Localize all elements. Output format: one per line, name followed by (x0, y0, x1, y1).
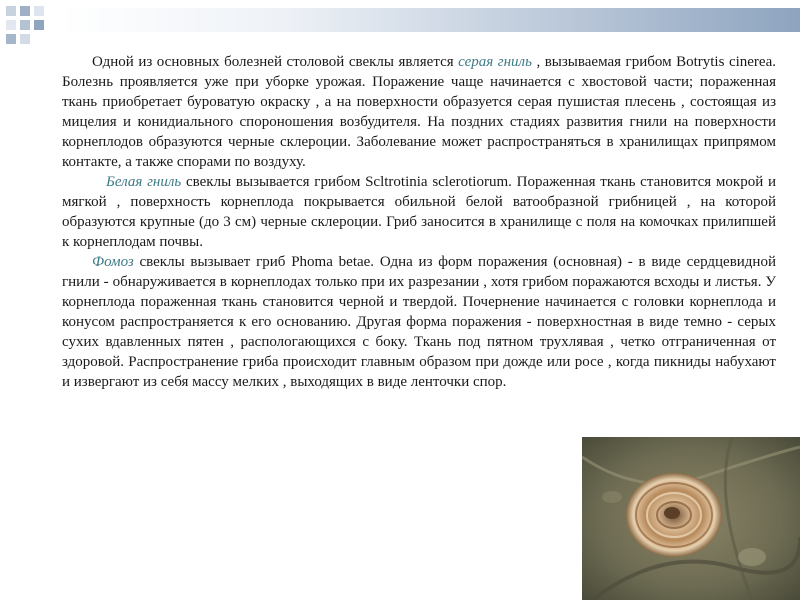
deco-square (6, 6, 16, 16)
paragraph-gray-rot (62, 52, 776, 172)
slide-text (62, 52, 776, 392)
header-decoration (0, 0, 800, 50)
paragraph-body: , вызываемая грибом Botrytis cinerea. Болезнь проявляется уже при уборке урожая. Поражение чаще начинается с хвостовой части; пораженная ткань приобретает буроватую окраску , а на поверхности образуется серая пушистая плесень , состоящая из мицелия и конидиального спороношения возбудителя. На поздних стадиях развития гнили на поверхности корнеплодов образуются черные склероции. Заболевание может распространяться в хранилищах припрямом контакте, а также спорами по воздуху. (62, 54, 776, 170)
header-gradient-bar (60, 8, 800, 32)
deco-square (34, 20, 44, 30)
paragraph-lead: Одной из основных болезней столовой свеклы является (92, 54, 459, 70)
beet-lesion-photo (582, 437, 800, 600)
deco-square (20, 34, 30, 44)
deco-square (20, 20, 30, 30)
paragraph-white-rot (62, 172, 776, 252)
deco-square (6, 34, 16, 44)
term-gray-rot: серая гниль (458, 54, 532, 70)
deco-square (34, 6, 44, 16)
term-phoma: Фомоз (92, 254, 134, 270)
paragraph-body: свеклы вызывает гриб Phoma betae. Одна из форм поражения (основная) - в виде сердцевидной гнили - обнаруживается в корнеплодах только при их разрезании , хотя грибом поражаются всходы и листья. У корнеплода пораженная ткань становится черной и твердой. Почернение начинается с головки корнеплода и конусом распространяется к его основанию. Другая форма поражения - поверхностная в виде темно - серых сухих вдавленных пятен , распологающихся с боку. Ткань под пятном трухлявая , четко отграниченная от здоровой. Распространение гриба происходит главным образом при дожде или росе , когда пикниды набухают и извергают из себя массу мелких , выходящих в виде ленточки спор. (62, 254, 776, 390)
lesion-illustration (582, 437, 800, 600)
paragraph-body: свеклы вызывается грибом Scltrotinia sclerotiorum. Пораженная ткань становится мокрой и мягкой , поверхность корнеплода покрывается обильной белой ватообразной грибницей , на которой образуются крупные (до 3 см) черные склероции. Гриб заносится в хранилище с поля на комочках прилипшей к корнеплодам почвы. (62, 174, 777, 250)
deco-square (6, 20, 16, 30)
paragraph-phoma (62, 252, 776, 392)
deco-square (20, 6, 30, 16)
term-white-rot: Белая гниль (106, 174, 182, 190)
